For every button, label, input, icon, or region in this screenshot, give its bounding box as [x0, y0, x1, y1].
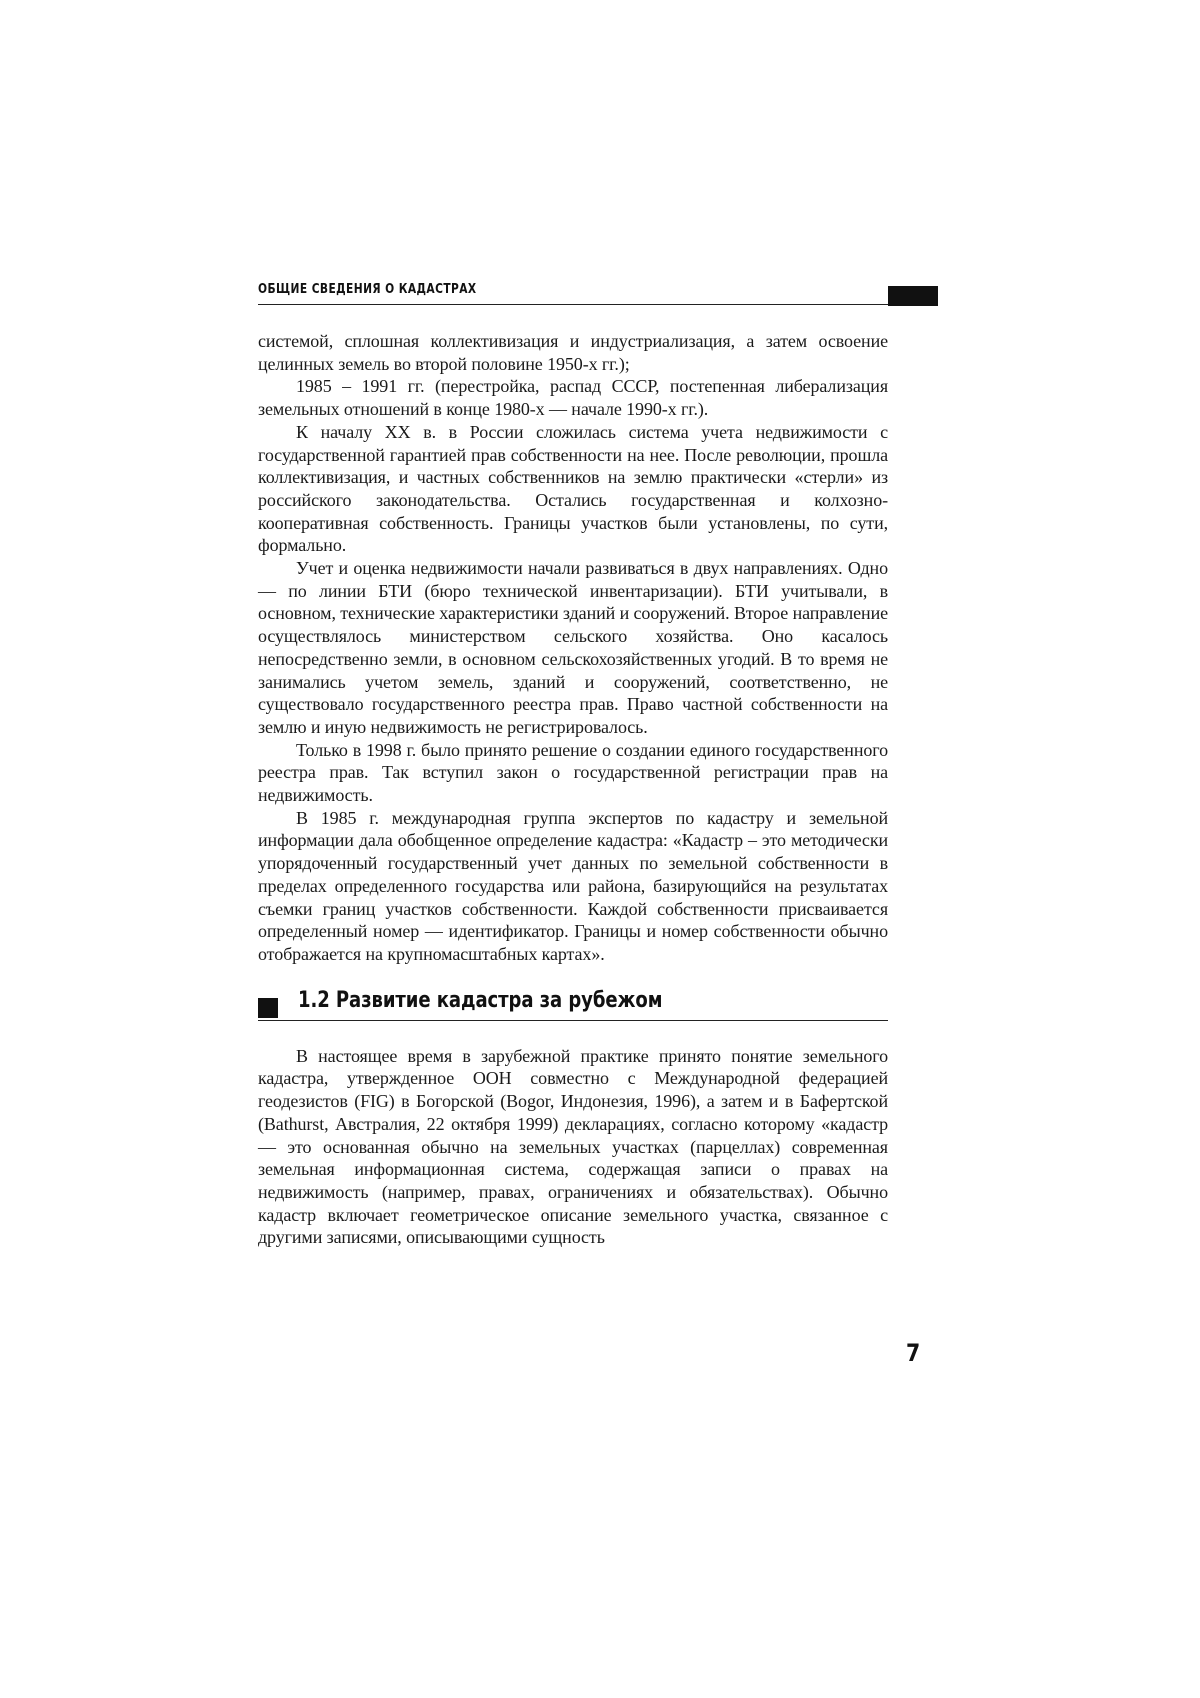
running-header-title: ОБЩИЕ СВЕДЕНИЯ О КАДАСТРАХ [258, 282, 477, 297]
paragraph: В настоящее время в зарубежной практике принято понятие земельного кадастра, утвержденное ООН совместно с Международной федерацией геодезистов (FIG) в Богорской (Bogor, Индонезия, 1996), а затем и в Бафертской (Bathurst, Австралия, 22 октября 1999) декларациях, согласно которому «кадастр — это основанная обычно на земельных участках (парцеллах) современная земельная информационная система, содержащая записи о правах на недвижимость (например, правах, ограничениях и обязательствах). Обычно кадастр включает геометрическое описание земельного участка, связанное с другими записями, описывающими сущность [258, 1045, 888, 1248]
section-title: 1.2 Развитие кадастра за рубежом [298, 987, 663, 1013]
paragraph: К началу XX в. в России сложилась система учета недвижимости с государственной гарантией прав собственности на нее. После революции, прошла коллективизация, и частных собственников на землю практически «стерли» из российского законодательства. Остались государственная и колхозно-кооперативная собственность. Границы участков были установлены, по сути, формально. [258, 421, 888, 556]
section-marker-square [258, 998, 278, 1018]
paragraph: 1985 – 1991 гг. (перестройка, распад СССР, постепенная либерализация земельных отношений в конце 1980-х — начале 1990-х гг.). [258, 376, 888, 420]
paragraph: Только в 1998 г. было принято решение о создании единого государственного реестра прав. Так вступил закон о государственной регистрации прав на недвижимость. [258, 739, 888, 806]
section-heading [258, 987, 888, 1021]
paragraph: системой, сплошная коллективизация и индустриализация, а затем освоение целинных земель во второй половине 1950-х гг.); [258, 331, 888, 374]
paragraph: Учет и оценка недвижимости начали развиваться в двух направлениях. Одно — по линии БТИ (бюро технической инвентаризации). БТИ учитывали, в основном, технические характеристики зданий и сооружений. Второе направление осуществлялось министерством сельского хозяйства. Оно касалось непосредственно земли, в основном сельскохозяйственных угодий. В то время не занимались учетом земель, зданий и сооружений, соответственно, не существовало государственного реестра прав. Право частной собственности на землю и иную недвижимость не регистрировалось. [258, 558, 888, 737]
text-column [258, 330, 888, 1249]
header-black-block [888, 286, 938, 306]
page-number: 7 [906, 1339, 921, 1367]
running-header [258, 282, 938, 305]
paragraph: В 1985 г. международная группа экспертов по кадастру и земельной информации дала обобщенное определение кадастра: «Кадастр – это методически упорядоченный государственный учет данных по земельной собственности в пределах определенного государства или района, базирующийся на результатах съемки границ участков собственности. Каждой собственности присваивается определенный номер — идентификатор. Границы и номер собственности обычно отображается на крупномасштабных картах». [258, 807, 888, 964]
